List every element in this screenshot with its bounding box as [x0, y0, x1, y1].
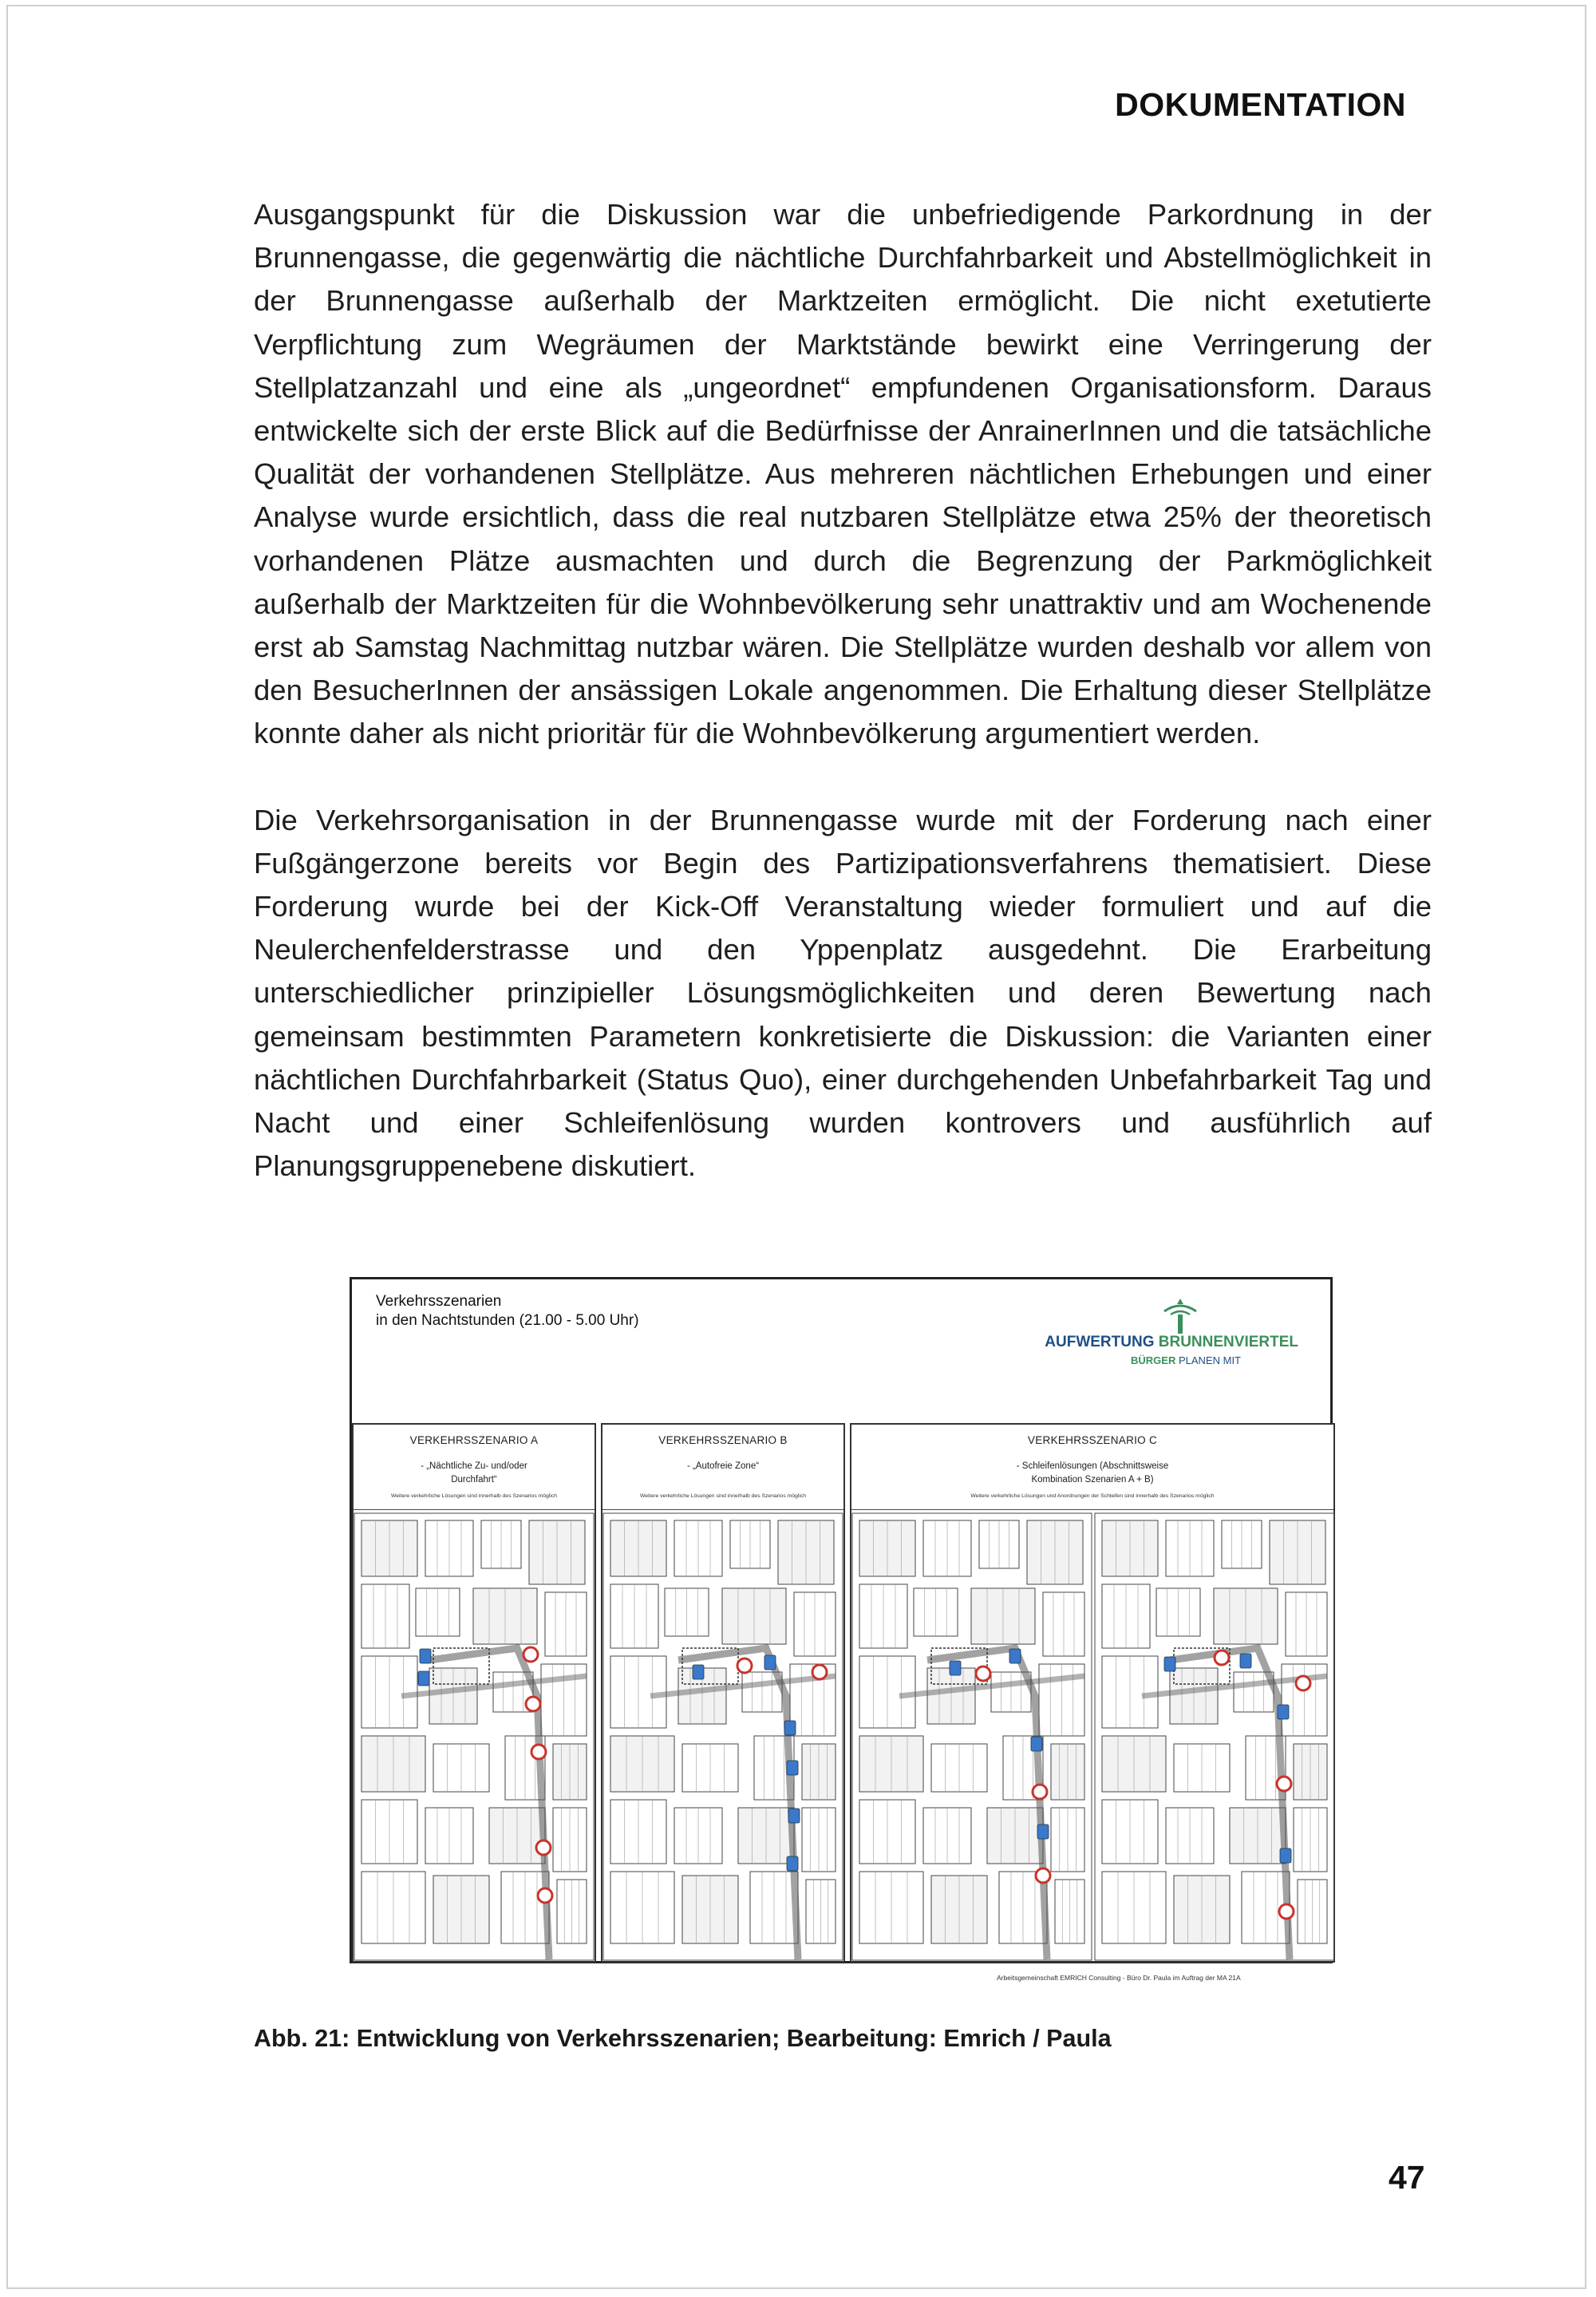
panel-header — [851, 1425, 1333, 1510]
figure-title — [376, 1292, 639, 1330]
logo-sub-b: PLANEN MIT — [1178, 1354, 1241, 1366]
parking-sign-icon — [1280, 1848, 1291, 1863]
no-entry-sign-icon — [531, 1745, 546, 1759]
no-entry-sign-icon — [1277, 1777, 1291, 1791]
panel-label: VERKEHRSSZENARIO B — [658, 1434, 788, 1446]
no-entry-sign-icon — [523, 1647, 538, 1662]
logo-aufwertung-brunnenviertel — [1035, 1297, 1298, 1377]
no-entry-sign-icon — [737, 1659, 752, 1673]
scenario-map-b — [602, 1512, 843, 1961]
panel-description — [602, 1460, 843, 1473]
no-entry-sign-icon — [538, 1888, 552, 1903]
parking-sign-icon — [420, 1649, 431, 1663]
parking-sign-icon — [1240, 1654, 1251, 1668]
no-entry-sign-icon — [1296, 1676, 1310, 1690]
parking-sign-icon — [787, 1856, 798, 1871]
figure-traffic-scenarios — [350, 1277, 1333, 1963]
body-text — [254, 193, 1432, 1188]
parking-sign-icon — [764, 1655, 776, 1670]
scenario-map-c2 — [1094, 1512, 1335, 1961]
no-entry-sign-icon — [976, 1666, 990, 1681]
no-entry-sign-icon — [812, 1665, 827, 1679]
parking-sign-icon — [1278, 1705, 1289, 1719]
figure-title-line-2: in den Nachtstunden (21.00 - 5.00 Uhr) — [376, 1312, 639, 1329]
no-entry-sign-icon — [1215, 1651, 1229, 1665]
parking-sign-icon — [1009, 1649, 1021, 1663]
panel-description-line-2: Kombination Szenarien A + B) — [1031, 1475, 1154, 1485]
page-number: 47 — [1389, 2159, 1425, 2196]
parking-sign-icon — [1037, 1825, 1049, 1839]
parking-sign-icon — [693, 1665, 704, 1679]
figure-caption: Abb. 21: Entwicklung von Verkehrsszenarien; Bearbeitung: Emrich / Paula — [254, 2025, 1112, 2052]
scenario-map-a — [354, 1512, 595, 1961]
no-entry-sign-icon — [526, 1697, 540, 1711]
parking-sign-icon — [1164, 1657, 1175, 1671]
parking-sign-icon — [787, 1761, 798, 1775]
no-entry-sign-icon — [1033, 1785, 1047, 1799]
logo-subtitle — [1131, 1354, 1241, 1366]
panel-description-line-1: - Schleifenlösungen (Abschnittsweise — [1016, 1461, 1169, 1471]
parking-sign-icon — [788, 1809, 800, 1823]
logo-text — [1045, 1334, 1298, 1351]
paragraph-1: Ausgangspunkt für die Diskussion war die unbefriedigende Parkordnung in der Brunnengasse, die gegenwärtig die nächtliche Durchfahrbarkeit und Abstellmöglichkeit in der Brunnengasse außerhalb der Marktzeiten ermöglicht. Die nicht exetutierte Verpflichtung zum Wegräumen der Marktstände bewirkt eine Verringerung der Stellplatzanzahl und eine als „ungeordnet“ empfundenen Organisationsform. Daraus entwickelte sich der erste Blick auf die Bedürfnisse der AnrainerInnen und die tatsächliche Qualität der vorhandenen Stellplätze. Aus mehreren nächtlichen Erhebungen und einer Analyse wurde ersichtlich, dass die real nutzbaren Stellplätze etwa 25% der theoretisch vorhandenen Plätze ausmachten und durch die Begrenzung der Parkmöglichkeit außerhalb der Marktzeiten für die Wohnbevölkerung sehr unattraktiv und am Wochenende erst ab Samstag Nachmittag nutzbar wären. Die Stellplätze wurden deshalb vor allem von den BesucherInnen der ansässigen Lokale angenommen. Die Erhaltung dieser Stellplätze konnte daher als nicht prioritär für die Wohnbevölkerung argumentiert werden. — [254, 198, 1432, 750]
parking-sign-icon — [1031, 1737, 1042, 1751]
panel-note: Weitere verkehrliche Lösungen und Anordnungen der Schleifen sind innerhalb des Szenarios möglich — [970, 1493, 1215, 1499]
parking-sign-icon — [950, 1661, 961, 1675]
scenario-panels — [352, 1423, 1335, 1966]
logo-sub-a: BÜRGER — [1131, 1354, 1176, 1366]
figure-credit: Arbeitsgemeinschaft EMRICH Consulting - Büro Dr. Paula im Auftrag der MA 21A — [997, 1974, 1241, 1982]
panel-label: VERKEHRSSZENARIO A — [409, 1434, 539, 1446]
parking-sign-icon — [418, 1671, 429, 1686]
section-header: DOKUMENTATION — [1115, 86, 1406, 123]
parking-sign-icon — [784, 1721, 796, 1735]
scenario-panel-c — [850, 1423, 1335, 1963]
no-entry-sign-icon — [536, 1840, 551, 1855]
paragraph-2: Die Verkehrsorganisation in der Brunnengasse wurde mit der Forderung nach einer Fußgängerzone bereits vor Begin des Partizipationsverfahrens thematisiert. Diese Forderung wurde bei der Kick-Off Veranstaltung wieder formuliert und auf die Neulerchenfelderstrasse und den Yppenplatz ausgedehnt. Die Erarbeitung unterschiedlicher prinzipieller Lösungsmöglichkeiten und deren Bewertung nach gemeinsam bestimmten Parametern konkretisierte die Diskussion: die Varianten einer nächtlichen Durchfahrbarkeit (Status Quo), einer durchgehenden Unbefahrbarkeit Tag und Nacht und einer Schleifenlösung wurden kontrovers und ausführlich auf Planungsgruppenebene diskutiert. — [254, 803, 1432, 1183]
panel-description — [354, 1460, 595, 1487]
panel-header — [354, 1425, 595, 1510]
no-entry-sign-icon — [1036, 1868, 1050, 1883]
scenario-map-c1 — [851, 1512, 1092, 1961]
panel-description-line-1: - „Autofreie Zone“ — [686, 1461, 760, 1471]
panel-description-line-1: - „Nächtliche Zu- und/oder — [421, 1461, 527, 1471]
panel-header — [602, 1425, 843, 1510]
panel-description — [851, 1460, 1333, 1487]
panel-note: Weitere verkehrliche Lösungen sind innerhalb des Szenarios möglich — [390, 1493, 558, 1499]
logo-text-b: BRUNNENVIERTEL — [1158, 1334, 1298, 1350]
panel-note: Weitere verkehrliche Lösungen sind innerhalb des Szenarios möglich — [639, 1493, 807, 1499]
no-entry-sign-icon — [1279, 1904, 1294, 1919]
logo-mark-icon — [1156, 1297, 1204, 1334]
panel-description-line-2: Durchfahrt“ — [451, 1475, 497, 1485]
scenario-panel-b — [601, 1423, 845, 1963]
scenario-panel-a — [352, 1423, 596, 1963]
figure-title-line-1: Verkehrsszenarien — [376, 1293, 502, 1310]
logo-text-a: AUFWERTUNG — [1045, 1334, 1155, 1350]
panel-label: VERKEHRSSZENARIO C — [1027, 1434, 1158, 1446]
